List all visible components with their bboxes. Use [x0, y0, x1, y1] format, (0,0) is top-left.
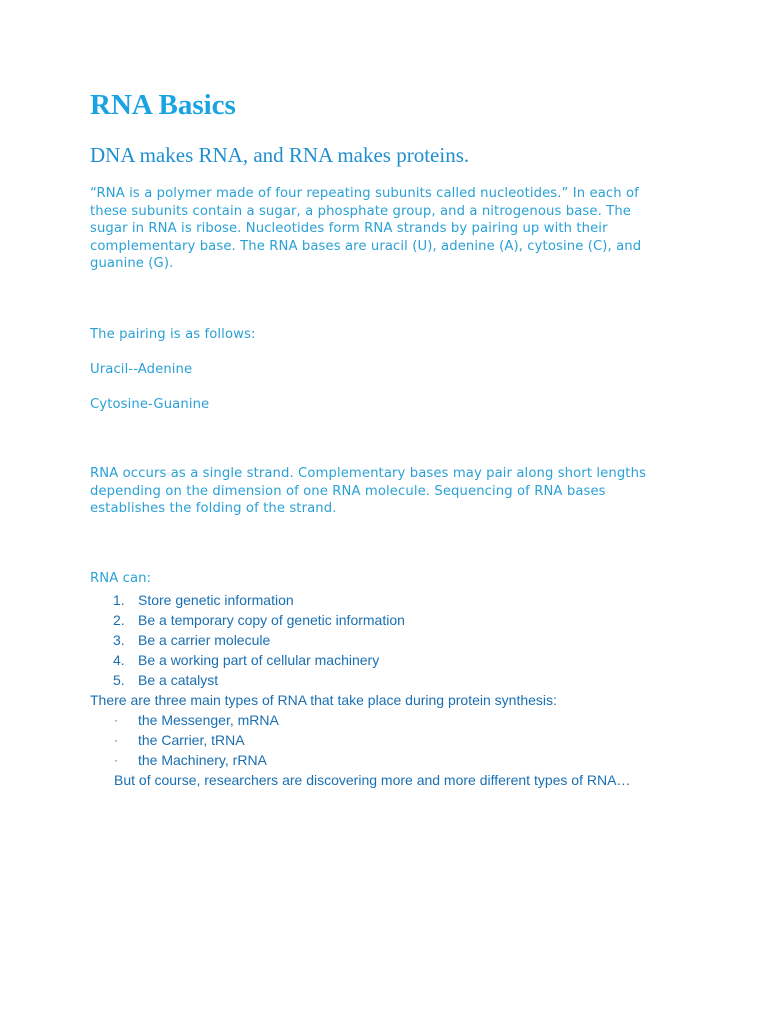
- rna-lists: [90, 590, 710, 790]
- list-number: 4.: [113, 652, 125, 668]
- list-number: 5.: [113, 672, 125, 688]
- list-item-text: Be a working part of cellular machinery: [138, 652, 380, 668]
- pairing-uracil-adenine: Uracil--Adenine: [90, 362, 193, 377]
- types-intro-text: There are three main types of RNA that take place during protein synthesis:: [90, 692, 557, 708]
- page-title: RNA Basics: [90, 89, 236, 121]
- list-item: [90, 650, 710, 670]
- list-item: [90, 710, 710, 730]
- list-item-text: Be a carrier molecule: [138, 632, 271, 648]
- list-item-text: Be a catalyst: [138, 672, 219, 688]
- list-number: 2.: [113, 612, 125, 628]
- list-item: [90, 730, 710, 750]
- list-item: [90, 750, 710, 770]
- list-number: 3.: [113, 632, 125, 648]
- types-intro: [90, 690, 710, 710]
- list-item-text: the Carrier, tRNA: [138, 732, 245, 748]
- closing-text: But of course, researchers are discovering more and more different types of RNA…: [114, 772, 631, 788]
- list-item-text: Be a temporary copy of genetic information: [138, 612, 405, 628]
- bullet-icon: ·: [114, 713, 118, 727]
- list-item-text: the Messenger, mRNA: [138, 712, 279, 728]
- strand-paragraph: RNA occurs as a single strand. Complementary bases may pair along short lengths depending on the dimension of one RNA molecule. Sequencing of RNA bases establishes the folding of the strand.: [90, 466, 646, 516]
- closing-line: [90, 770, 710, 790]
- list-item: [90, 670, 710, 690]
- list-item-text: the Machinery, rRNA: [138, 752, 267, 768]
- bullet-icon: ·: [114, 753, 118, 767]
- list-item: [90, 630, 710, 650]
- list-number: 1.: [113, 592, 125, 608]
- list-item: [90, 610, 710, 630]
- intro-paragraph: “RNA is a polymer made of four repeating subunits called nucleotides.” In each of these subunits contain a sugar, a phosphate group, and a nitrogenous base. The sugar in RNA is ribose. Nucleotides form RNA strands by pairing up with their complementary base. The RNA bases are uracil (U), adenine (A), cytosine (C), and guanine (G).: [90, 186, 642, 271]
- list-item: [90, 590, 710, 610]
- rna-can-label: RNA can:: [90, 571, 152, 586]
- pairing-intro: The pairing is as follows:: [90, 327, 256, 342]
- page-subtitle: DNA makes RNA, and RNA makes proteins.: [90, 143, 470, 167]
- pairing-cytosine-guanine: Cytosine-Guanine: [90, 397, 210, 412]
- list-item-text: Store genetic information: [138, 592, 294, 608]
- bullet-icon: ·: [114, 733, 118, 747]
